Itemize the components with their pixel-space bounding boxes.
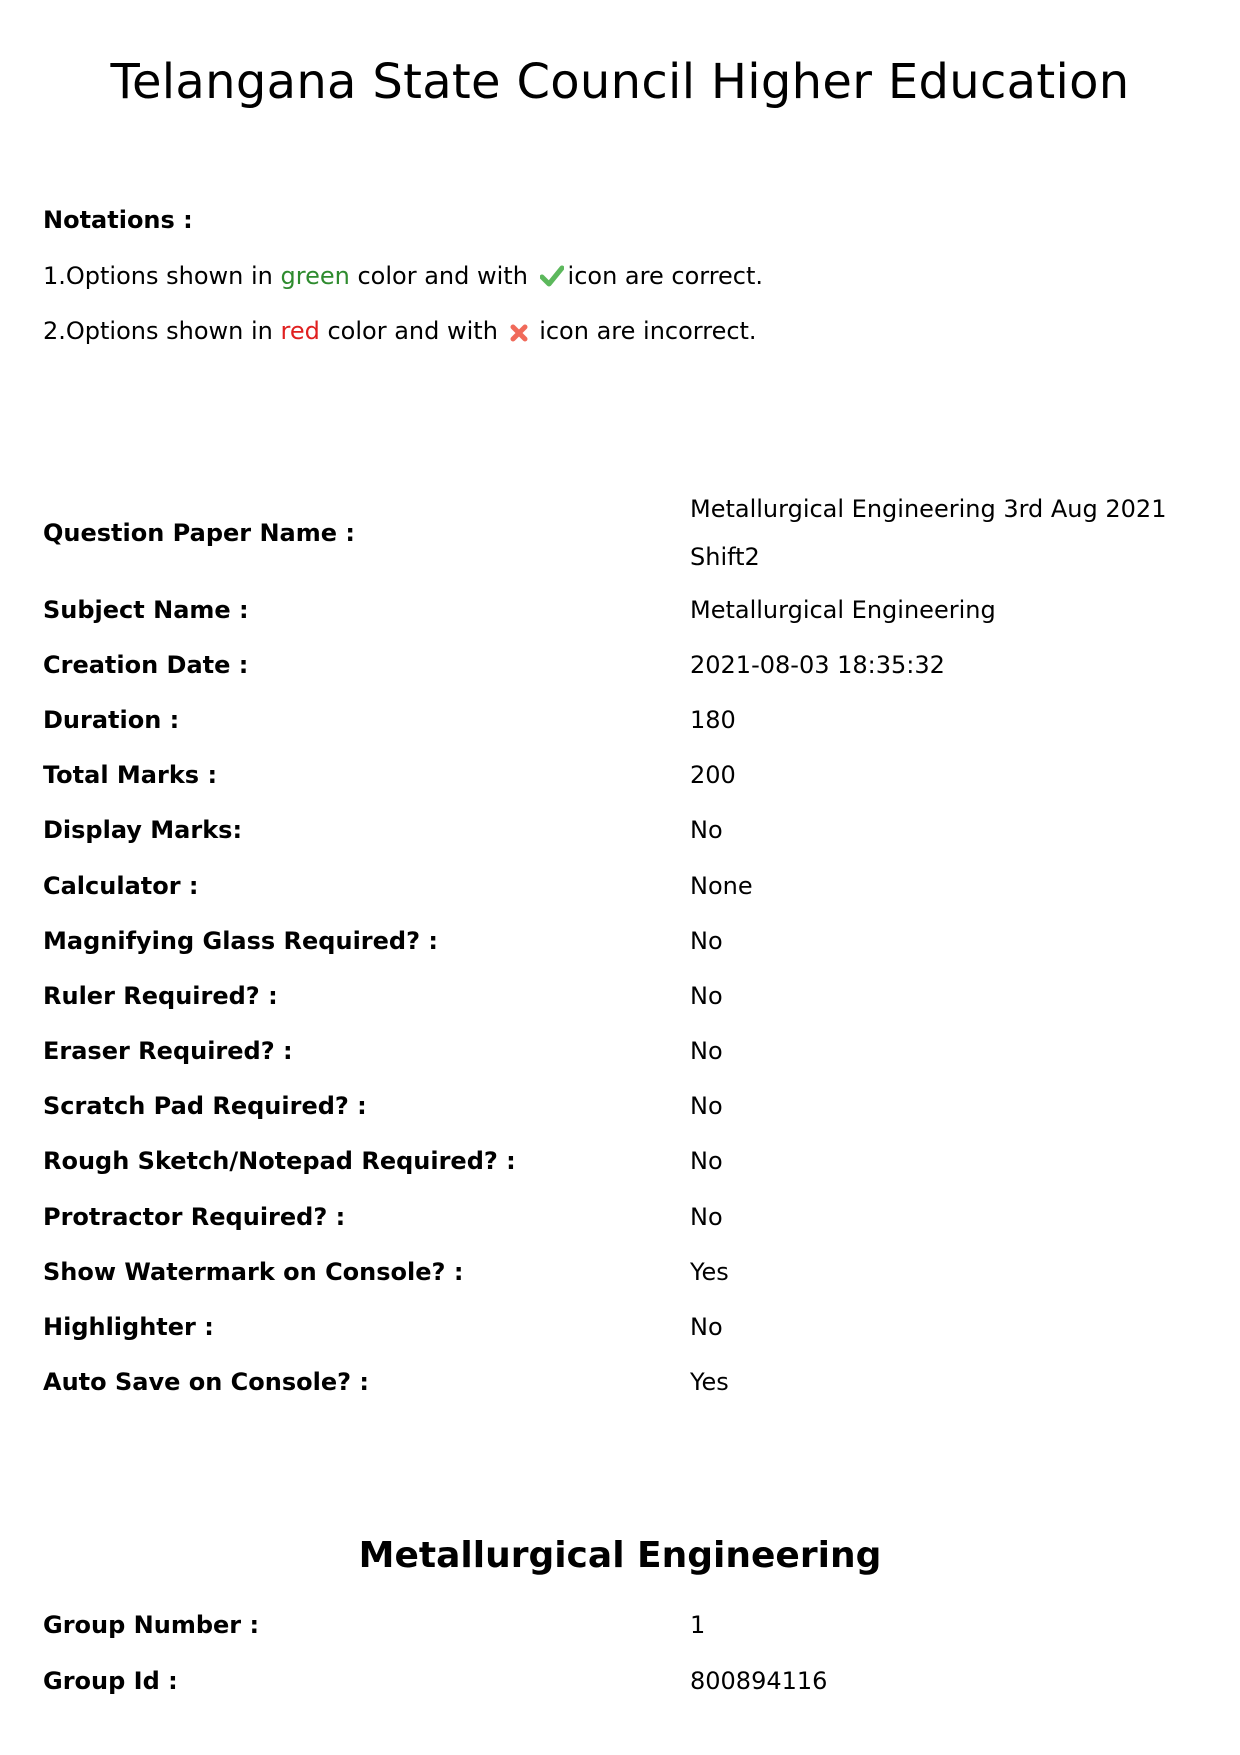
notations-block	[43, 205, 763, 371]
notation-green-word: green	[280, 262, 350, 290]
info-value: No	[690, 1147, 723, 1176]
info-row	[43, 1134, 1210, 1189]
info-row	[43, 1024, 1210, 1079]
info-label: Rough Sketch/Notepad Required? :	[43, 1147, 516, 1176]
info-label: Show Watermark on Console? :	[43, 1257, 464, 1286]
info-label: Question Paper Name :	[43, 519, 355, 547]
info-label: Scratch Pad Required? :	[43, 1092, 367, 1121]
info-value: Metallurgical Engineering	[690, 595, 996, 624]
info-row	[43, 484, 1210, 582]
notation-incorrect-prefix: 2.Options shown in	[43, 317, 281, 345]
info-value: No	[690, 1037, 723, 1066]
notation-incorrect	[43, 316, 763, 371]
check-icon	[540, 264, 564, 294]
info-row	[43, 913, 1210, 968]
group-value: 800894116	[690, 1667, 828, 1695]
page-title: Telangana State Council Higher Education	[110, 54, 1130, 110]
notation-incorrect-suffix: icon are incorrect.	[531, 317, 757, 345]
info-value: None	[690, 871, 753, 900]
paper-info-table	[43, 484, 1210, 1410]
notation-correct-suffix: icon are correct.	[567, 262, 764, 290]
notations-heading: Notations :	[43, 206, 193, 234]
notation-red-word: red	[280, 317, 320, 345]
cross-icon	[510, 319, 528, 349]
info-row	[43, 803, 1210, 858]
group-label: Group Id :	[43, 1667, 178, 1695]
info-value: No	[690, 981, 723, 1010]
info-value: 200	[690, 761, 736, 790]
info-value-line2: Shift2	[690, 543, 760, 571]
info-label: Highlighter :	[43, 1313, 214, 1342]
info-label: Calculator :	[43, 871, 199, 900]
info-label: Total Marks :	[43, 761, 218, 790]
info-value	[690, 484, 1210, 582]
info-value: Yes	[690, 1368, 729, 1397]
notation-incorrect-middle: color and with	[319, 317, 498, 345]
group-row	[43, 1653, 1210, 1709]
info-value: No	[690, 816, 723, 845]
info-value-line1: Metallurgical Engineering 3rd Aug 2021	[690, 495, 1167, 523]
group-label: Group Number :	[43, 1611, 260, 1639]
info-row	[43, 748, 1210, 803]
info-row	[43, 582, 1210, 637]
info-label: Creation Date :	[43, 650, 249, 679]
info-value: 180	[690, 705, 736, 734]
group-row	[43, 1597, 1210, 1653]
notation-correct	[43, 261, 763, 316]
info-value: No	[690, 1092, 723, 1121]
info-label: Display Marks:	[43, 816, 243, 845]
info-label: Magnifying Glass Required? :	[43, 926, 438, 955]
info-value: 2021-08-03 18:35:32	[690, 650, 945, 679]
info-label: Protractor Required? :	[43, 1202, 346, 1231]
info-value: No	[690, 1313, 723, 1342]
info-value: Yes	[690, 1257, 729, 1286]
info-value: No	[690, 926, 723, 955]
group-value: 1	[690, 1611, 706, 1639]
notation-correct-middle: color and with	[349, 262, 528, 290]
info-row	[43, 1299, 1210, 1354]
info-label: Auto Save on Console? :	[43, 1368, 370, 1397]
info-label: Ruler Required? :	[43, 981, 278, 1010]
info-row	[43, 1189, 1210, 1244]
info-label: Duration :	[43, 705, 180, 734]
notation-correct-prefix: 1.Options shown in	[43, 262, 281, 290]
info-value: No	[690, 1202, 723, 1231]
section-title: Metallurgical Engineering	[358, 1535, 882, 1576]
info-row	[43, 637, 1210, 692]
group-info-table	[43, 1597, 1210, 1709]
info-row	[43, 1079, 1210, 1134]
info-label: Eraser Required? :	[43, 1037, 293, 1066]
info-row	[43, 858, 1210, 913]
info-row	[43, 692, 1210, 747]
info-row	[43, 1244, 1210, 1299]
info-row	[43, 968, 1210, 1023]
info-label: Subject Name :	[43, 595, 249, 624]
info-row	[43, 1355, 1210, 1410]
